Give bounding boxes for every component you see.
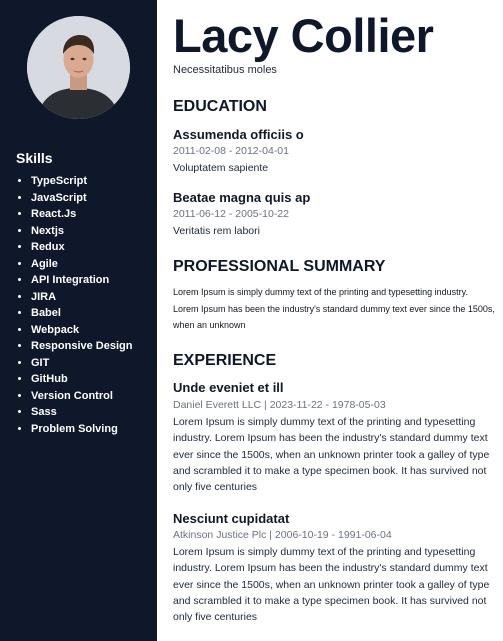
skill-item: • Redux [31, 239, 132, 256]
experience-description-2: Lorem Ipsum is simply dummy text of the printing and typesetting industry. Lorem Ipsum has been the industry's standard dummy text ever since the 1500s, when an unknown printer took a galley of type and scrambled it to make a type specimen book. It has survived not only five centuries [173, 546, 490, 624]
skill-item: • Agile [31, 256, 132, 273]
education-degree-2: Veritatis rem labori [173, 225, 260, 237]
skill-item: • TypeScript [31, 173, 132, 190]
experience-meta-1: Daniel Everett LLC | 2023-11-22 - 1978-05-03 [173, 399, 386, 411]
education-dates-1: 2011-02-08 - 2012-04-01 [173, 145, 289, 157]
education-school-2: Beatae magna quis ap [173, 190, 311, 205]
sidebar [0, 0, 157, 641]
education-title: EDUCATION [173, 98, 267, 115]
skill-item: • Responsive Design [31, 338, 132, 355]
experience-title: EXPERIENCE [173, 352, 277, 369]
skill-item: • Babel [31, 305, 132, 322]
skills-title: Skills [16, 150, 53, 166]
skill-item: • Version Control [31, 388, 132, 405]
candidate-name: Lacy Collier [173, 9, 434, 62]
candidate-headline: Necessitatibus moles [173, 64, 277, 76]
skills-list [16, 173, 132, 437]
skill-item: • GIT [31, 355, 132, 372]
skill-item: • Problem Solving [31, 421, 132, 438]
skill-item: • React.Js [31, 206, 132, 223]
skill-item: • JavaScript [31, 190, 132, 207]
education-school-1: Assumenda officiis o [173, 127, 304, 142]
education-degree-1: Voluptatem sapiente [173, 162, 269, 174]
skill-item: • JIRA [31, 289, 132, 306]
experience-meta-2: Atkinson Justice Plc | 2006-10-19 - 1991-06-04 [173, 529, 392, 541]
summary-title: PROFESSIONAL SUMMARY [173, 258, 386, 275]
experience-role-2: Nesciunt cupidatat [173, 511, 290, 526]
avatar [27, 16, 130, 119]
skill-item: • API Integration [31, 272, 132, 289]
summary-text: Lorem Ipsum is simply dummy text of the printing and typesetting industry. Lorem Ipsum has been the industry's standard dummy text ever since the 1500s, when an unknown [173, 287, 495, 330]
skill-item: • Webpack [31, 322, 132, 339]
experience-role-1: Unde eveniet et ill [173, 380, 284, 395]
skill-item: • Nextjs [31, 223, 132, 240]
education-dates-2: 2011-06-12 - 2005-10-22 [173, 208, 289, 220]
skill-item: • Sass [31, 404, 132, 421]
experience-description-1: Lorem Ipsum is simply dummy text of the printing and typesetting industry. Lorem Ipsum has been the industry's standard dummy text ever since the 1500s, when an unknown printer took a galley of type and scrambled it to make a type specimen book. It has survived not only five centuries [173, 416, 490, 494]
skill-item: • GitHub [31, 371, 132, 388]
profile-photo [27, 16, 130, 119]
